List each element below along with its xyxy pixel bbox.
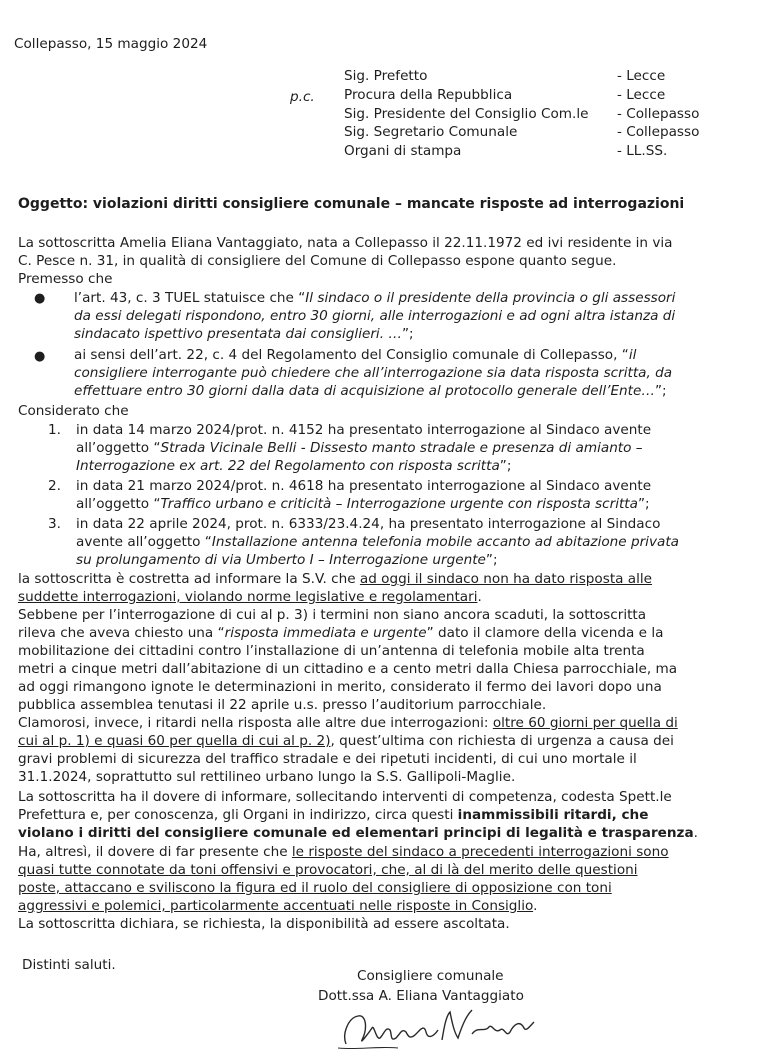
intro-premesso: Premesso che: [18, 271, 113, 287]
recipient-place: - Collepasso: [617, 106, 700, 122]
letter-page: Collepasso, 15 maggio 2024 p.c. Sig. Prefetto - Lecce Procura della Repubblica - Lecce Sig. Presidente del Consiglio Com.le - Collepasso Sig. Segretario Comunale - Collepasso Organi di stampa - LL.SS. Oggetto: violazioni diritti consigliere comunale – mancate risposte ad interrogazioni La sottoscritta Amelia Eliana Vantaggiato, nata a Collepasso il 22.11.1972 ed ivi residente in via C. Pesce n. 31, in qualità di consigliere del Comune di Collepasso espone quanto segue. Premesso che ● l’art. 43, c. 3 TUEL statuisce che “Il sindaco o il presidente della provincia o gli assessori da essi delegati rispondono, entro 30 giorni, alle interrogazioni e ad ogni altra istanza di sindacato ispettivo presentata dai consiglieri. …”; ● ai sensi dell’art. 22, c. 4 del Regolamento del Consiglio comunale di Collepasso, “il consigliere interrogante può chiedere che all’interrogazione sia data risposta scritta, da effettuare entro 30 giorni dalla data di acquisizione al protocollo generale dell’Ente…”; Considerato che 1. in data 14 marzo 2024/prot. n. 4152 ha presentato interrogazione al Sindaco avente all’oggetto “Strada Vicinale Belli - Dissesto manto stradale e presenza di amianto – Interrogazione ex art. 22 del Regolamento con risposta scritta”; 2. in data 21 marzo 2024/prot. n. 4618 ha presentato interrogazione al Sindaco avente all’oggetto “Traffico urbano e criticità – Interrogazione urgente con risposta scritta”; 3. in data 22 aprile 2024, prot. n. 6333/23.4.24, ha presentato interrogazione al Sindaco avente all’oggetto “Installazione antenna telefonia mobile accanto ad abitazione privata su prolungamento di via Umberto I – Interrogazione urgente”; la sottoscritta è costretta ad informare la S.V. che ad oggi il sindaco non ha dato risposta alle suddette interrogazioni, violando norme legislative e regolamentari. Sebbene per l’interrogazione di cui al p. 3) i termini non siano ancora scaduti, la sottoscritta rileva che aveva chiesto una “risposta immediata e urgente” dato il clamore della vicenda e la mobilitazione dei cittadini contro l’installazione di un’antenna di telefonia mobile alta trenta metri a cinque metri dall’abitazione di un cittadino e a cento metri dalla Chiesa parrocchiale, ma ad oggi rimangono ignote le determinazioni in merito, considerato il fermo dei lavori dopo una pubblica assemblea tenutasi il 22 aprile u.s. presso l’auditorium parrocchiale. Clamorosi, invece, i ritardi nella risposta alle altre due interrogazioni: oltre 60 giorni per quella di cui al p. 1) e quasi 60 per quella di cui al p. 2), quest’ultima con richiesta di urgenza a causa dei gravi problemi di sicurezza del traffico stradale e dei ripetuti incidenti, di cui uno mortale il 31.1.2024, soprattutto sul rettilineo urbano lungo la S.S. Gallipoli-Maglie. La sottoscritta ha il dovere di informare, sollecitando interventi di competenza, codesta Spett.le Prefettura e, per conoscenza, gli Organi in indirizzo, circa questi inammissibili ritardi, che violano i diritti del consigliere comunale ed elementari principi di legalità e trasparenza. Ha, altresì, il dovere di far presente che le risposte del sindaco a precedenti interrogazioni sono quasi tutte connotate da toni offensivi e provocatori, che, al di là del merito delle questioni poste, attaccano e sviliscono la figura ed il ruolo del consigliere di opposizione con toni aggressivi e polemici, particolarmente accentuati nelle risposte in Consiglio. La sottoscritta dichiara, se richiesta, la disponibilità ad essere ascoltata. Distinti saluti. Consigliere comunale Dott.ssa A. Eliana Vantaggiato: [0, 0, 777, 1060]
recipient-place: - Collepasso: [617, 124, 700, 140]
intro-line: C. Pesce n. 31, in qualità di consigliere del Comune di Collepasso espone quanto segue.: [18, 253, 617, 269]
handwritten-signature: [338, 1004, 548, 1052]
recipient-place: - Lecce: [617, 68, 666, 84]
recipient-name: Sig. Segretario Comunale: [344, 124, 518, 140]
pc-label: p.c.: [290, 89, 315, 105]
signature-name: Dott.ssa A. Eliana Vantaggiato: [318, 988, 524, 1004]
recipient-name: Sig. Presidente del Consiglio Com.le: [344, 106, 589, 122]
recipient-place: - Lecce: [617, 87, 666, 103]
intro-line: La sottoscritta Amelia Eliana Vantaggiato, nata a Collepasso il 22.11.1972 ed ivi residente in via: [18, 235, 673, 251]
recipient-place: - LL.SS.: [617, 143, 668, 159]
signature-role: Consigliere comunale: [357, 968, 504, 984]
place-date: Collepasso, 15 maggio 2024: [14, 36, 208, 52]
recipient-name: Organi di stampa: [344, 143, 462, 159]
paragraph-dichiara: La sottoscritta dichiara, se richiesta, la disponibilità ad essere ascoltata.: [18, 916, 510, 932]
item-number: 3.: [48, 516, 61, 532]
subject-line: Oggetto: violazioni diritti consigliere comunale – mancate risposte ad interrogazioni: [18, 196, 685, 212]
recipient-name: Procura della Repubblica: [344, 87, 513, 103]
considerato-heading: Considerato che: [18, 403, 129, 419]
bullet-dot: ●: [34, 291, 46, 306]
recipient-name: Sig. Prefetto: [344, 68, 428, 84]
bullet-dot: ●: [34, 349, 46, 364]
item-number: 2.: [48, 478, 61, 494]
item-number: 1.: [48, 422, 61, 438]
closing-greeting: Distinti saluti.: [22, 957, 116, 973]
